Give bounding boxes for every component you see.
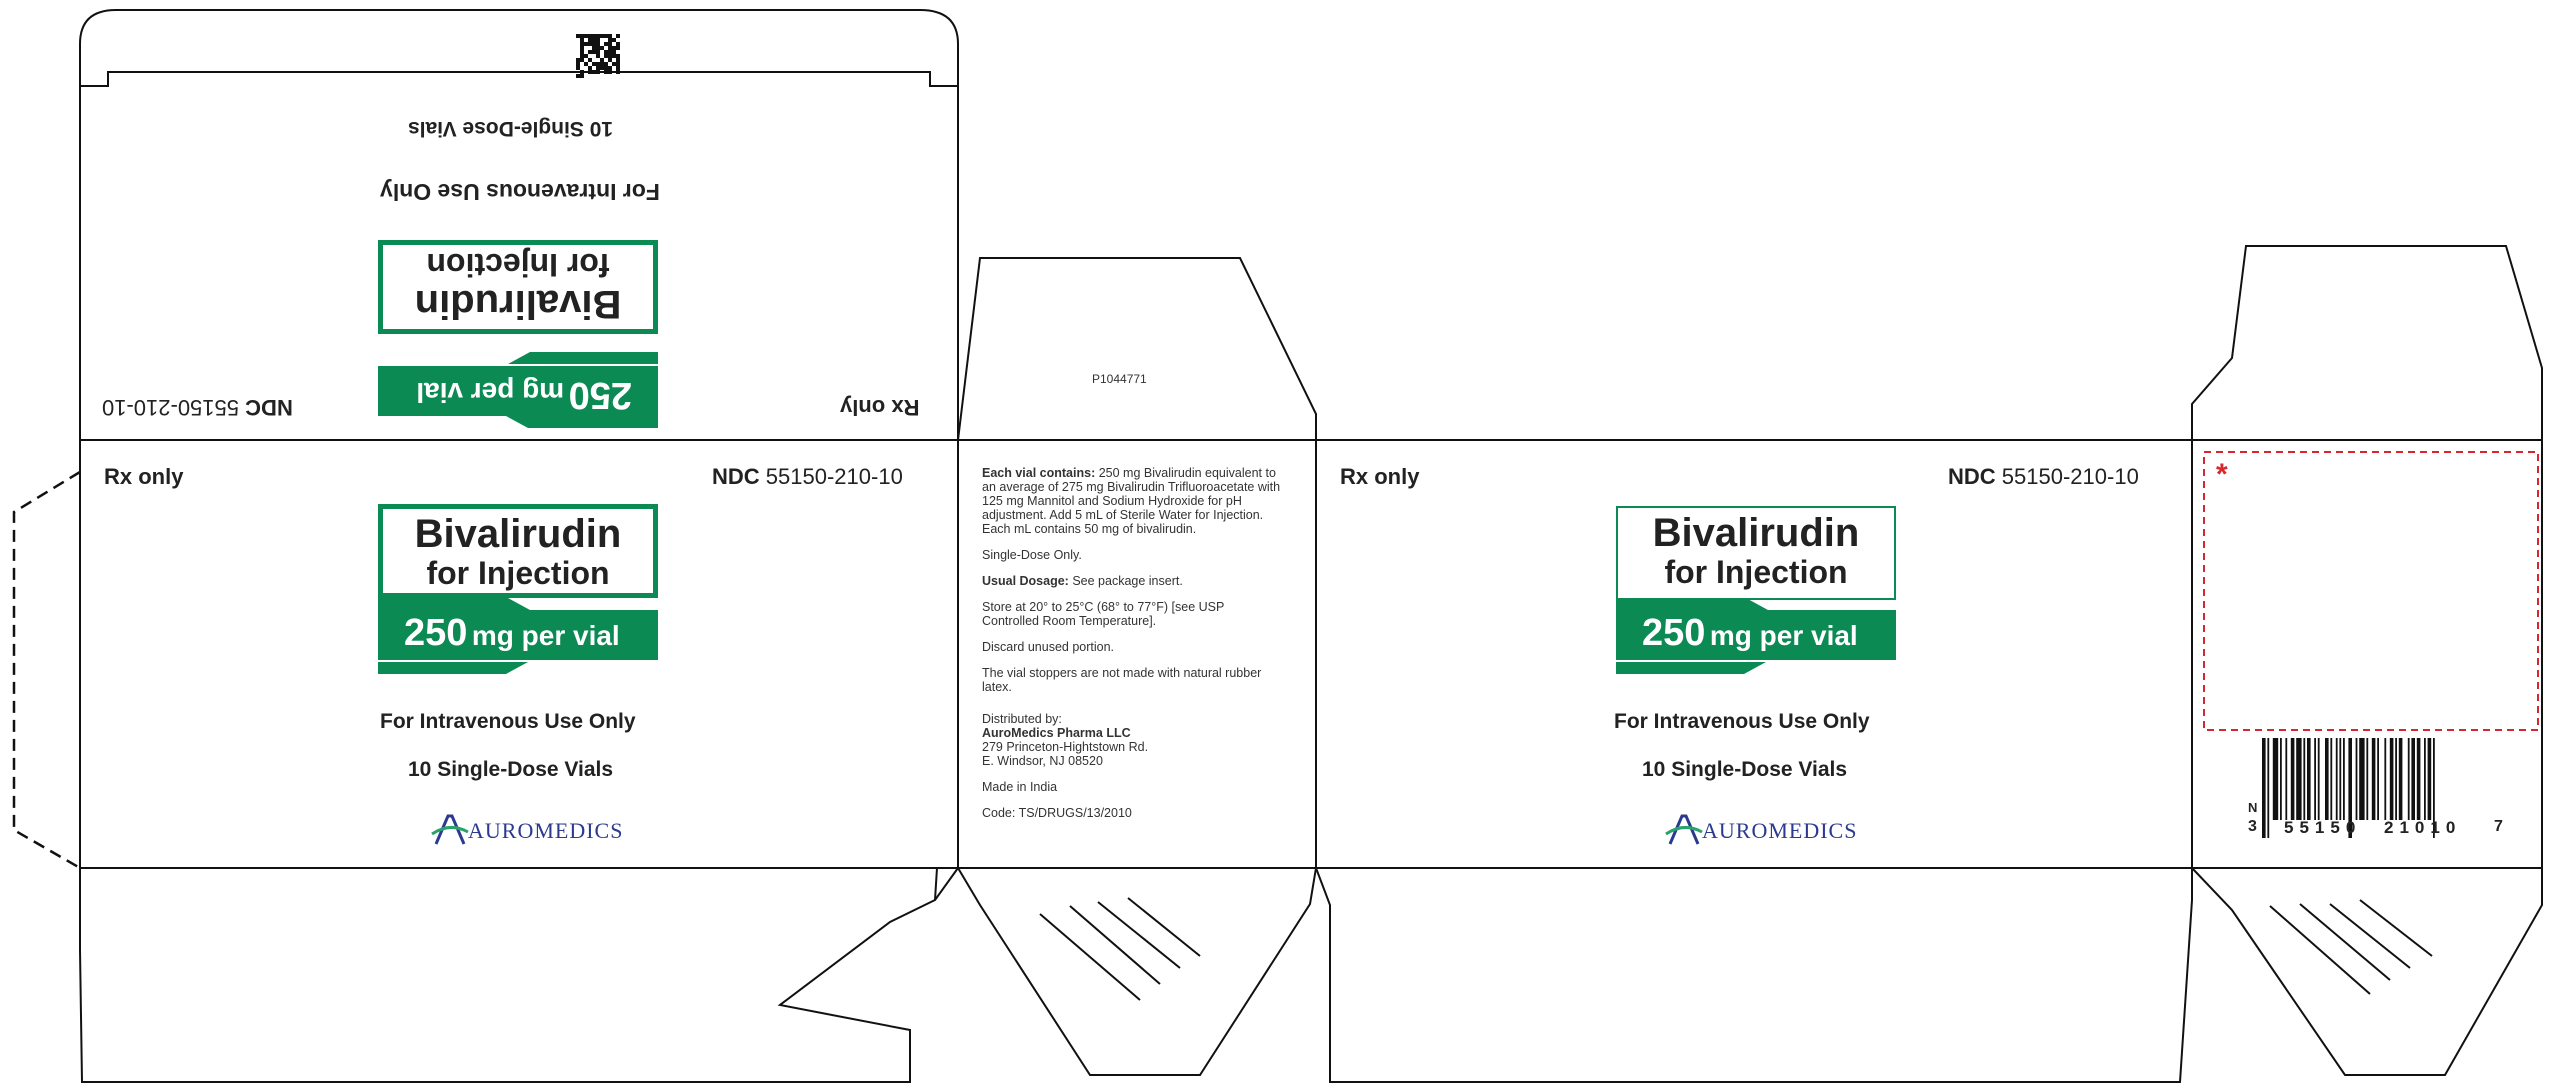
strength-number: 250	[568, 374, 632, 416]
barcode-bar	[2280, 738, 2282, 820]
product-name: Bivalirudin	[414, 282, 622, 326]
latex-text: The vial stoppers are not made with natural rubber latex.	[982, 666, 1262, 694]
data-matrix-code	[576, 34, 620, 82]
distributed-by: Distributed by:	[982, 712, 1062, 726]
strength-unit: mg per vial	[471, 620, 620, 651]
data-matrix-cell	[580, 74, 584, 78]
barcode-left-digit: 3	[2248, 818, 2257, 835]
barcode-bar	[2307, 738, 2311, 820]
barcode-bar	[2339, 738, 2341, 820]
barcode-bar	[2262, 738, 2266, 838]
auromedics-logo	[1664, 810, 1864, 850]
ndc-number: 55150-210-10	[2001, 464, 2139, 489]
data-matrix-cell	[616, 34, 620, 38]
address-line-1: 279 Princeton-Hightstown Rd.	[982, 740, 1149, 754]
barcode-group-2: 21010	[2384, 818, 2462, 837]
logo-mark-icon	[1664, 810, 1704, 850]
side-panel-info	[982, 466, 1284, 832]
dosage-label: Usual Dosage:	[982, 574, 1069, 588]
barcode-bar	[2384, 738, 2386, 820]
storage-text: Store at 20° to 25°C (68° to 77°F) [see USP Controlled Room Temperature].	[982, 600, 1225, 628]
product-name-box	[378, 504, 658, 598]
barcode-bar	[2377, 738, 2379, 820]
vial-contents	[982, 466, 1284, 536]
barcode-bar	[2336, 738, 2338, 820]
ndc-code	[712, 464, 903, 490]
data-matrix-cell	[608, 70, 612, 74]
barcode-bar	[2424, 738, 2426, 820]
dosage-text: See package insert.	[1072, 574, 1183, 588]
route-text: For Intravenous Use Only	[380, 710, 636, 733]
ndc-label: NDC	[712, 464, 760, 489]
distributor-name: AuroMedics Pharma LLC	[982, 726, 1131, 740]
usual-dosage	[982, 574, 1284, 588]
count-text: 10 Single-Dose Vials	[408, 758, 614, 781]
front-panel-right	[1316, 440, 2192, 868]
route-text: For Intravenous Use Only	[1614, 710, 1870, 733]
barcode-bar	[2411, 738, 2415, 820]
strength-number: 250	[1642, 612, 1706, 654]
barcode-check-digit: 7	[2494, 818, 2503, 835]
product-name: Bivalirudin	[414, 512, 622, 556]
discard-text: Discard unused portion.	[982, 640, 1115, 654]
logo-text: AUROMEDICS	[468, 818, 624, 843]
barcode-bar	[2417, 738, 2421, 820]
product-subtitle: for Injection	[426, 555, 610, 591]
barcode-bar	[2408, 738, 2410, 820]
contains-text: 250 mg Bivalirudin equivalent to an average of 275 mg Bivalirudin Trifluoroacetate with 125 mg Mannitol and Sodium Hydroxide for pH adjustment. Add 5 mL of Sterile Water for Injection. Each mL contains 50 mg of bivalirudin.	[982, 466, 1281, 536]
barcode-bar	[2366, 738, 2368, 820]
barcode-bar	[2318, 738, 2320, 820]
barcode-bar	[2395, 738, 2397, 820]
logo-mark-icon	[430, 810, 470, 850]
strength-unit: mg per vial	[1709, 620, 1858, 651]
side-flap-code: P1044771	[1092, 372, 1147, 386]
barcode-bar	[2390, 738, 2394, 820]
ndc-label: NDC	[245, 395, 293, 420]
product-name-box	[378, 240, 658, 334]
rx-only: Rx only	[104, 464, 184, 489]
barcode-bar	[2343, 738, 2345, 820]
barcode-bar	[2356, 738, 2358, 820]
strength-unit: mg per vial	[416, 377, 565, 408]
auromedics-logo	[430, 810, 630, 850]
count-text: 10 Single-Dose Vials	[1642, 758, 1848, 781]
strength-label	[416, 373, 632, 416]
product-subtitle: for Injection	[1664, 554, 1848, 590]
ndc-number: 55150-210-10	[765, 464, 903, 489]
made-in-text: Made in India	[982, 780, 1058, 794]
product-name-box	[1616, 506, 1896, 600]
top-flap	[80, 10, 958, 440]
logo-text: AUROMEDICS	[1702, 818, 1858, 843]
top-ndc	[102, 394, 293, 420]
ndc-code	[1948, 464, 2139, 490]
contains-label: Each vial contains:	[982, 466, 1096, 480]
barcode-bar	[2325, 738, 2329, 820]
address-line-2: E. Windsor, NJ 08520	[982, 754, 1103, 768]
product-name: Bivalirudin	[1652, 511, 1860, 555]
ndc-label: NDC	[1948, 464, 1996, 489]
license-code: Code: TS/DRUGS/13/2010	[982, 806, 1132, 820]
barcode-prefix-n: N	[2248, 800, 2258, 815]
top-product-block	[378, 240, 658, 428]
strength-label	[404, 612, 620, 655]
barcode-bar	[2303, 738, 2305, 820]
barcode-bar	[2428, 738, 2432, 820]
front-panel-left	[80, 440, 958, 868]
product-subtitle: for Injection	[426, 247, 610, 283]
barcode-group-1: 55150	[2284, 818, 2362, 837]
distributor-block	[982, 712, 1284, 768]
top-rx-only: Rx only	[840, 395, 920, 420]
barcode-bar	[2291, 738, 2295, 820]
barcode-bar	[2296, 738, 2301, 820]
data-matrix-cell	[616, 70, 620, 74]
barcode-bar	[2372, 738, 2376, 820]
barcode-bar	[2314, 738, 2316, 820]
top-count-text: 10 Single-Dose Vials	[408, 117, 614, 140]
barcode-bar	[2267, 738, 2269, 838]
rx-only: Rx only	[1340, 464, 1420, 489]
barcode-bar	[2285, 738, 2287, 820]
barcode-bar	[2399, 738, 2403, 820]
single-dose-text: Single-Dose Only.	[982, 548, 1082, 562]
strength-label	[1642, 612, 1858, 655]
barcode-bar	[2359, 738, 2364, 820]
top-route-text: For Intravenous Use Only	[380, 179, 660, 205]
barcode-bar	[2330, 738, 2332, 820]
data-matrix-cell	[596, 70, 600, 74]
data-matrix-cell	[616, 46, 620, 50]
strength-number: 250	[404, 612, 468, 654]
barcode-bar	[2273, 738, 2278, 820]
red-asterisk: *	[2216, 458, 2228, 491]
ndc-number: 55150-210-10	[102, 395, 240, 420]
